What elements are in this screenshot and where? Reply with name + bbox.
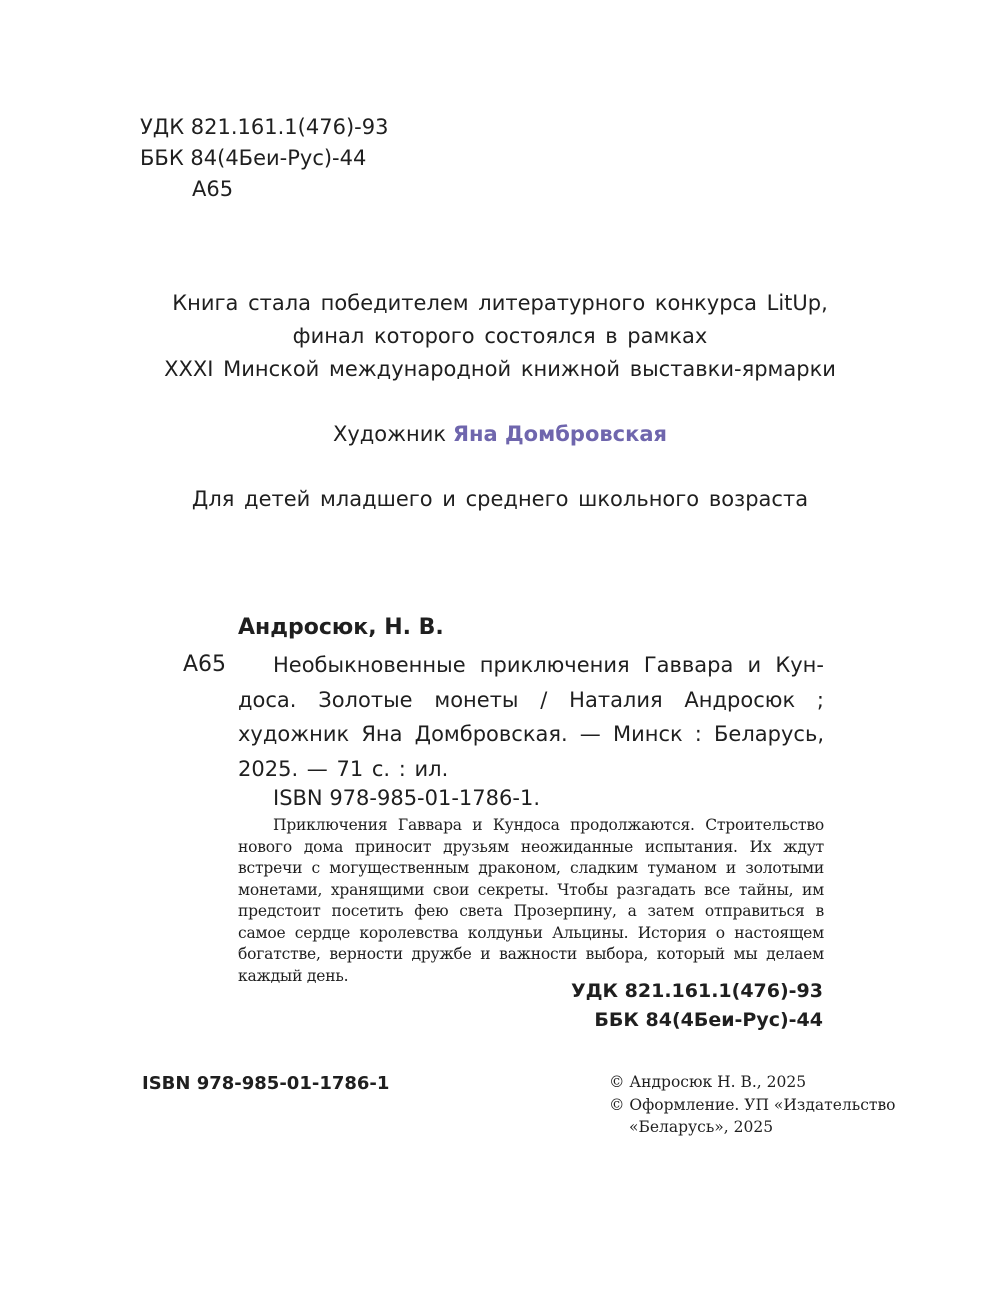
- bbk-code: ББК 84(4Беи-Рус)-44: [140, 146, 367, 170]
- catalog-annotation: Приключения Гаввара и Кундоса продолжаются. Строительство нового дома приносит друзьям неожиданные испытания. Их ждут встречи с могущественным драконом, сладким туманом и золотыми монетами, хранящими свои секреты. Чтобы разгадать все тайны, им предстоит посетить фею света Прозерпину, а затем отправиться в самое сердце королевства колдуньи Альцины. История о настоящем богатстве, верности дружбе и важности выбора, который мы делаем каждый день.: [238, 816, 824, 985]
- illustrator-credit: [100, 419, 900, 449]
- age-note: Для детей младшего и среднего школьного возраста: [191, 487, 809, 511]
- copyright-design: © Оформление. УП «Издательство: [609, 1095, 896, 1114]
- copyright-publisher: «Беларусь», 2025: [629, 1118, 774, 1136]
- catalog-classification: [571, 977, 823, 1035]
- catalog-description: Необыкновенные приключения Гаввара и Кундоса. Золотые монеты / Наталия Андросюк ; художник Яна Домбровская. — Минск : Беларусь, 2025. — 71 с. : ил.: [238, 653, 824, 781]
- contest-line-1: Книга стала победителем литературного конкурса LitUp,: [172, 291, 828, 315]
- illustrator-name: Яна Домбровская: [452, 422, 668, 446]
- catalog-isbn: ISBN 978-985-01-1786-1.: [273, 786, 540, 810]
- catalog-udk: УДК 821.161.1(476)-93: [570, 980, 823, 1002]
- catalog-bbk: ББК 84(4Беи-Рус)-44: [594, 1009, 823, 1031]
- udk-code: УДК 821.161.1(476)-93: [140, 115, 389, 139]
- contest-line-2: финал которого состоялся в рамках: [292, 324, 708, 348]
- contest-line-3: XXXI Минской международной книжной выставки-ярмарки: [164, 357, 836, 381]
- catalog-author: Андросюк, Н. В.: [238, 615, 444, 640]
- top-classification-codes: [140, 112, 388, 205]
- isbn-footer: ISBN 978-985-01-1786-1: [142, 1073, 390, 1094]
- author-mark: А65: [192, 177, 234, 201]
- illustrator-label: Художник: [332, 422, 447, 446]
- copyright-block: [609, 1071, 896, 1139]
- copyright-author: © Андросюк Н. В., 2025: [609, 1073, 807, 1091]
- contest-note: [100, 287, 900, 386]
- catalog-code: А65: [183, 652, 227, 677]
